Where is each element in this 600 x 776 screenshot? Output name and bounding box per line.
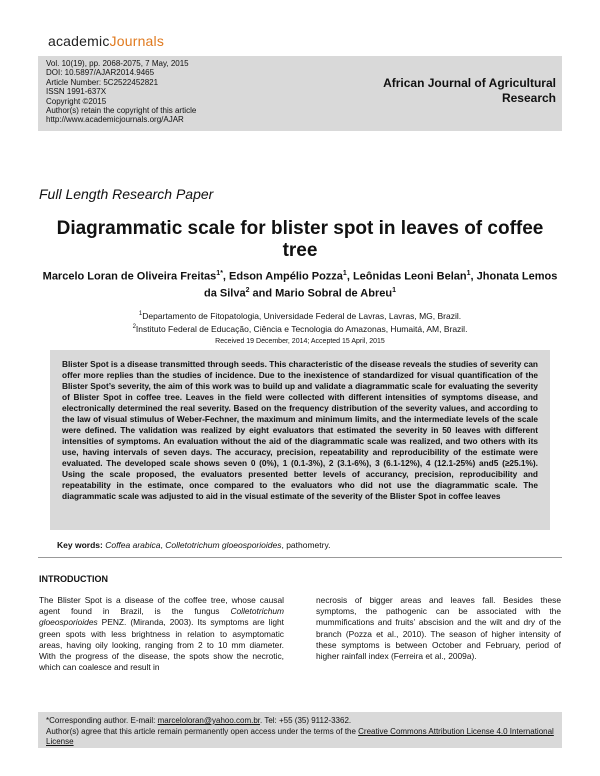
logo-academic: academic	[48, 33, 110, 49]
article-info-box	[38, 56, 562, 131]
journal-logo	[48, 33, 164, 49]
pathogen-name: Colletotrichum gloeosporioides	[39, 606, 284, 628]
meta-issn: ISSN 1991-637X	[46, 87, 107, 97]
meta-article-number: Article Number: 5C2522452821	[46, 77, 159, 87]
journal-name: African Journal of Agricultural Research	[383, 76, 556, 105]
meta-rights: Author(s) retain the copyright of this article	[46, 106, 197, 116]
meta-copyright: Copyright ©2015	[46, 96, 107, 106]
intro-column-right: necrosis of bigger areas and leaves fall. Besides these symptoms, the pathogenic can be associated with the mummifications and fruits’ abscision and the wilt and dry of the branch (Pozza et al., 2010). The season of higher intensity of these symptoms is between October and February, period of higher rainfall index (Ferreira et al., 2009a).	[316, 595, 561, 662]
author-3: , Leônidas Leoni Belan	[346, 270, 467, 283]
author-5-affil: 1	[392, 286, 396, 294]
author-list	[40, 267, 560, 300]
email-link[interactable]: marceloloran@yahoo.com.br	[157, 716, 261, 725]
article-meta	[46, 59, 196, 125]
author-2-affil: 1	[342, 270, 347, 277]
keyword-2: Colletotrichum gloeosporioides	[165, 540, 282, 550]
footnote-text	[46, 716, 556, 748]
author-4: , Jhonata Lemos da Silva	[203, 270, 558, 300]
author-1-affil: 1	[216, 270, 221, 277]
keyword-1: Coffea arabica	[105, 540, 161, 550]
author-2: , Edson Ampélio Pozza	[222, 270, 343, 283]
affiliations	[40, 309, 560, 335]
author-5: and Mario Sobral de Abreu	[249, 287, 393, 300]
abstract-box	[50, 350, 550, 530]
logo-journals: Journals	[109, 33, 165, 49]
received-dates: Received 19 December, 2014; Accepted 15 April, 2015	[215, 338, 385, 345]
license-note: Author(s) agree that this article remain permanently open access under the terms of the Creative Commons Attribution License 4.0 International License	[46, 726, 554, 746]
corresponding-author: *Corresponding author. E-mail: marceloloran@yahoo.com.br. Tel: +55 (35) 9112-3362.	[46, 716, 352, 725]
author-3-affil: 1	[466, 270, 471, 277]
intro-column-left: The Blister Spot is a disease of the coffee tree, whose causal agent found in Brazil, is the fungus Colletotrichum gloeosporioides PENZ. (Miranda, 2003). Its symptoms are light green spots with less brightness in relation to asymptomatic areas, having oily looking, ranging from 2 to 10 mm diameter. With the progress of the disease, the spots show the necrotic, which can coalesce and result in	[39, 595, 284, 673]
abstract-text: Blister Spot is a disease transmitted through seeds. This characteristic of the disease reveals the studies of severity can offer more replies than the studies of incidence. Due to the inexistence of standardized for visual quantification of the Blister Spot’s severity, the aim of this work was to build up and validate a diagrammatic scale for evaluating the severity of Blister Spot in coffee tree. Leaves in the field were collected with different intensities of symptoms disease, and electronically determined the real severity. Based on the frequency distribution of the severity values, and according to the law of visual stimulus of Weber-Fechner, the maximum and minimum limits, and the intermediate levels of the scale were defined. The validation was realized by eight evaluators that estimated the severity in 50 leaves with different intensities of symptoms. An evaluation without the aid of the diagrammatic scale was realized, and two others with its use, having intervals of seven days. The accuracy, precision, repeatability and reproducibility of the estimate were evaluated. The developed scale shows seven 0 (0%), 1 (0.1-3%), 2 (3.1-6%), 3 (6.1-12%), 4 (12.1-25%) and5 (≥25.1%). Using the scale proposed, the evaluators presented better levels of accurancy, precision, reproducibility and repeatability in the estimate, once compared to the evaluators who did not use the diagrammatic scale. The diagrammatic scale was adjusted to aid in the visual estimate of the severity of the Blister Spot in coffee leaves	[62, 359, 538, 501]
meta-volume: Vol. 10(19), pp. 2068-2075, 7 May, 2015	[46, 59, 189, 68]
keywords: Key words: Coffea arabica, Colletotrichum gloeosporioides, pathometry.	[57, 540, 331, 550]
introduction-heading: INTRODUCTION	[39, 574, 108, 584]
author-4-affil: 2	[245, 286, 250, 294]
license-link[interactable]: Creative Commons Attribution License 4.0 International License	[46, 726, 554, 746]
paper-type: Full Length Research Paper	[39, 186, 214, 202]
section-divider	[38, 557, 562, 558]
footnote-box	[38, 712, 562, 748]
affiliation-1: $^1$Departamento de Fitopatologia, Universidade Federal de Lavras, Lavras, MG, Brazil.	[138, 310, 462, 321]
keyword-rest: , pathometry.	[281, 540, 331, 550]
author-1-corresponding: *	[220, 270, 223, 277]
meta-doi: DOI: 10.5897/AJAR2014.9465	[46, 68, 155, 78]
author-1: Marcelo Loran de Oliveira Freitas	[42, 270, 217, 283]
paper-title: Diagrammatic scale for blister spot in leaves of coffee tree	[56, 218, 544, 261]
affiliation-2: $^2$Instituto Federal de Educação, Ciência e Tecnologia do Amazonas, Humaitá, AM, Brazil.	[132, 323, 468, 334]
meta-url[interactable]: http://www.academicjournals.org/AJAR	[46, 115, 184, 125]
keywords-label: Key words:	[57, 540, 103, 550]
